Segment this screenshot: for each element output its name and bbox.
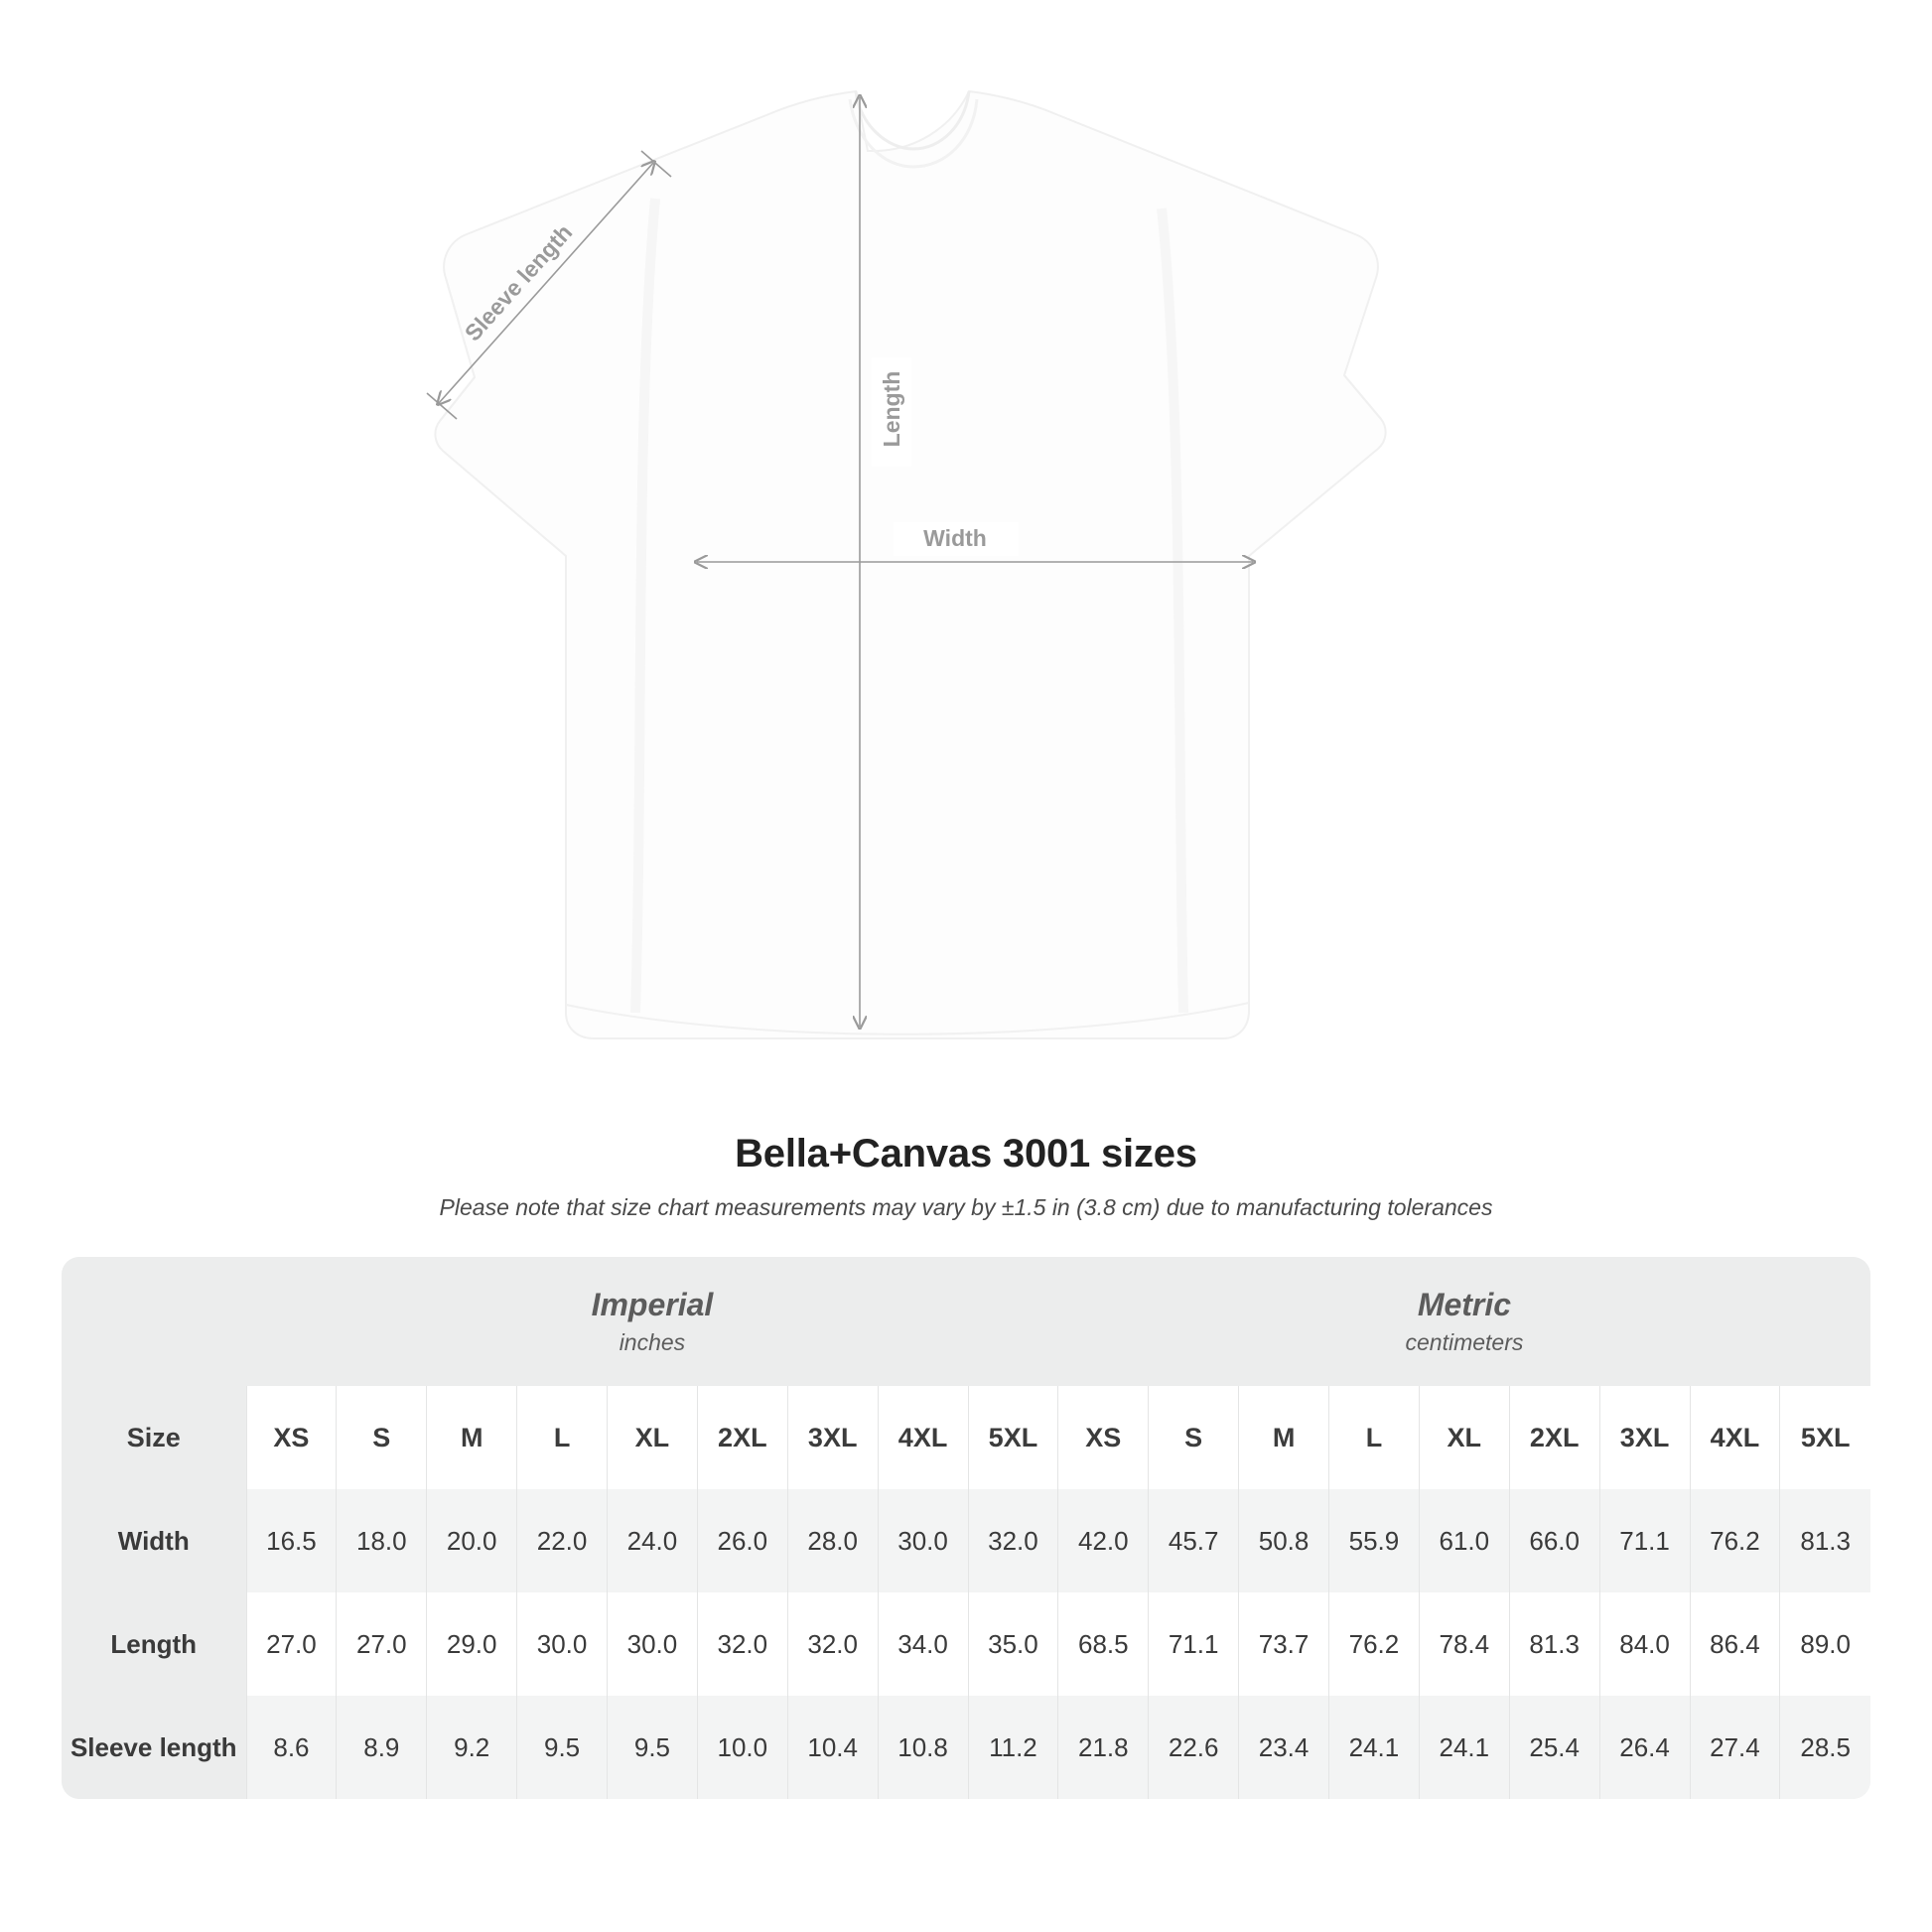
size-header-cell: 2XL: [697, 1386, 787, 1489]
table-cell: 9.2: [427, 1696, 517, 1799]
table-cell: 21.8: [1058, 1696, 1149, 1799]
table-cell: 10.8: [878, 1696, 968, 1799]
table-row: [62, 1696, 1870, 1799]
unit-group-row: [62, 1257, 1870, 1386]
row-label: Sleeve length: [62, 1696, 246, 1799]
table-cell: 81.3: [1780, 1489, 1870, 1592]
table-cell: 27.0: [337, 1592, 427, 1696]
unit-group-metric-name: Metric: [1417, 1287, 1512, 1323]
size-header-cell: 3XL: [1599, 1386, 1690, 1489]
table-cell: 22.6: [1149, 1696, 1239, 1799]
table-cell: 27.0: [246, 1592, 337, 1696]
table-cell: 11.2: [968, 1696, 1058, 1799]
table-cell: 10.4: [787, 1696, 878, 1799]
table-cell: 24.0: [608, 1489, 698, 1592]
size-header-cell: L: [1329, 1386, 1420, 1489]
table-cell: 61.0: [1419, 1489, 1509, 1592]
size-header-cell: 3XL: [787, 1386, 878, 1489]
size-header-cell: XS: [1058, 1386, 1149, 1489]
unit-group-imperial: [246, 1257, 1058, 1386]
table-cell: 66.0: [1509, 1489, 1599, 1592]
table-cell: 78.4: [1419, 1592, 1509, 1696]
table-cell: 32.0: [697, 1592, 787, 1696]
length-label: Length: [879, 370, 904, 448]
table-cell: 16.5: [246, 1489, 337, 1592]
table-cell: 81.3: [1509, 1592, 1599, 1696]
table-cell: 8.9: [337, 1696, 427, 1799]
unit-group-imperial-sub: inches: [619, 1328, 686, 1355]
table-cell: 24.1: [1419, 1696, 1509, 1799]
size-table: [62, 1257, 1870, 1799]
table-cell: 20.0: [427, 1489, 517, 1592]
table-cell: 8.6: [246, 1696, 337, 1799]
table-row: [62, 1489, 1870, 1592]
size-header-cell: 4XL: [878, 1386, 968, 1489]
row-label: Width: [62, 1489, 246, 1592]
table-cell: 10.0: [697, 1696, 787, 1799]
unit-group-imperial-name: Imperial: [591, 1287, 714, 1323]
table-cell: 30.0: [608, 1592, 698, 1696]
table-cell: 45.7: [1149, 1489, 1239, 1592]
table-cell: 42.0: [1058, 1489, 1149, 1592]
tshirt-shape: [435, 91, 1385, 1038]
table-cell: 28.5: [1780, 1696, 1870, 1799]
tolerance-note: Please note that size chart measurements may vary by ±1.5 in (3.8 cm) due to manufacturing tolerances: [439, 1194, 1493, 1220]
table-cell: 9.5: [608, 1696, 698, 1799]
table-cell: 29.0: [427, 1592, 517, 1696]
size-header-cell: M: [427, 1386, 517, 1489]
table-cell: 73.7: [1239, 1592, 1329, 1696]
sleeve-length-label: Sleeve length: [459, 218, 578, 346]
size-header-cell: L: [517, 1386, 608, 1489]
width-label: Width: [923, 525, 987, 551]
chart-title-block: [0, 1132, 1932, 1221]
size-header-row: [62, 1386, 1870, 1489]
table-cell: 26.0: [697, 1489, 787, 1592]
table-cell: 68.5: [1058, 1592, 1149, 1696]
table-cell: 76.2: [1329, 1592, 1420, 1696]
table-cell: 55.9: [1329, 1489, 1420, 1592]
size-header-cell: 4XL: [1690, 1386, 1780, 1489]
table-row: [62, 1592, 1870, 1696]
unit-group-spacer: [62, 1257, 246, 1386]
table-cell: 9.5: [517, 1696, 608, 1799]
table-cell: 76.2: [1690, 1489, 1780, 1592]
table-cell: 23.4: [1239, 1696, 1329, 1799]
table-cell: 25.4: [1509, 1696, 1599, 1799]
table-cell: 32.0: [968, 1489, 1058, 1592]
unit-group-metric: [1058, 1257, 1870, 1386]
row-label-header: Size: [62, 1386, 246, 1489]
table-cell: 27.4: [1690, 1696, 1780, 1799]
size-header-cell: S: [337, 1386, 427, 1489]
size-header-cell: S: [1149, 1386, 1239, 1489]
table-cell: 32.0: [787, 1592, 878, 1696]
table-cell: 71.1: [1599, 1489, 1690, 1592]
size-header-cell: XL: [1419, 1386, 1509, 1489]
table-cell: 50.8: [1239, 1489, 1329, 1592]
size-header-cell: 5XL: [1780, 1386, 1870, 1489]
page-title: Bella+Canvas 3001 sizes: [735, 1132, 1197, 1175]
table-cell: 22.0: [517, 1489, 608, 1592]
table-cell: 89.0: [1780, 1592, 1870, 1696]
size-header-cell: XS: [246, 1386, 337, 1489]
size-header-cell: XL: [608, 1386, 698, 1489]
table-cell: 26.4: [1599, 1696, 1690, 1799]
table-cell: 35.0: [968, 1592, 1058, 1696]
size-table-wrapper: [62, 1257, 1870, 1799]
table-cell: 84.0: [1599, 1592, 1690, 1696]
table-cell: 30.0: [878, 1489, 968, 1592]
table-cell: 24.1: [1329, 1696, 1420, 1799]
size-header-cell: M: [1239, 1386, 1329, 1489]
table-cell: 86.4: [1690, 1592, 1780, 1696]
table-cell: 30.0: [517, 1592, 608, 1696]
unit-group-metric-sub: centimeters: [1405, 1328, 1524, 1355]
table-cell: 18.0: [337, 1489, 427, 1592]
table-cell: 34.0: [878, 1592, 968, 1696]
size-header-cell: 5XL: [968, 1386, 1058, 1489]
table-cell: 71.1: [1149, 1592, 1239, 1696]
table-cell: 28.0: [787, 1489, 878, 1592]
size-header-cell: 2XL: [1509, 1386, 1599, 1489]
row-label: Length: [62, 1592, 246, 1696]
